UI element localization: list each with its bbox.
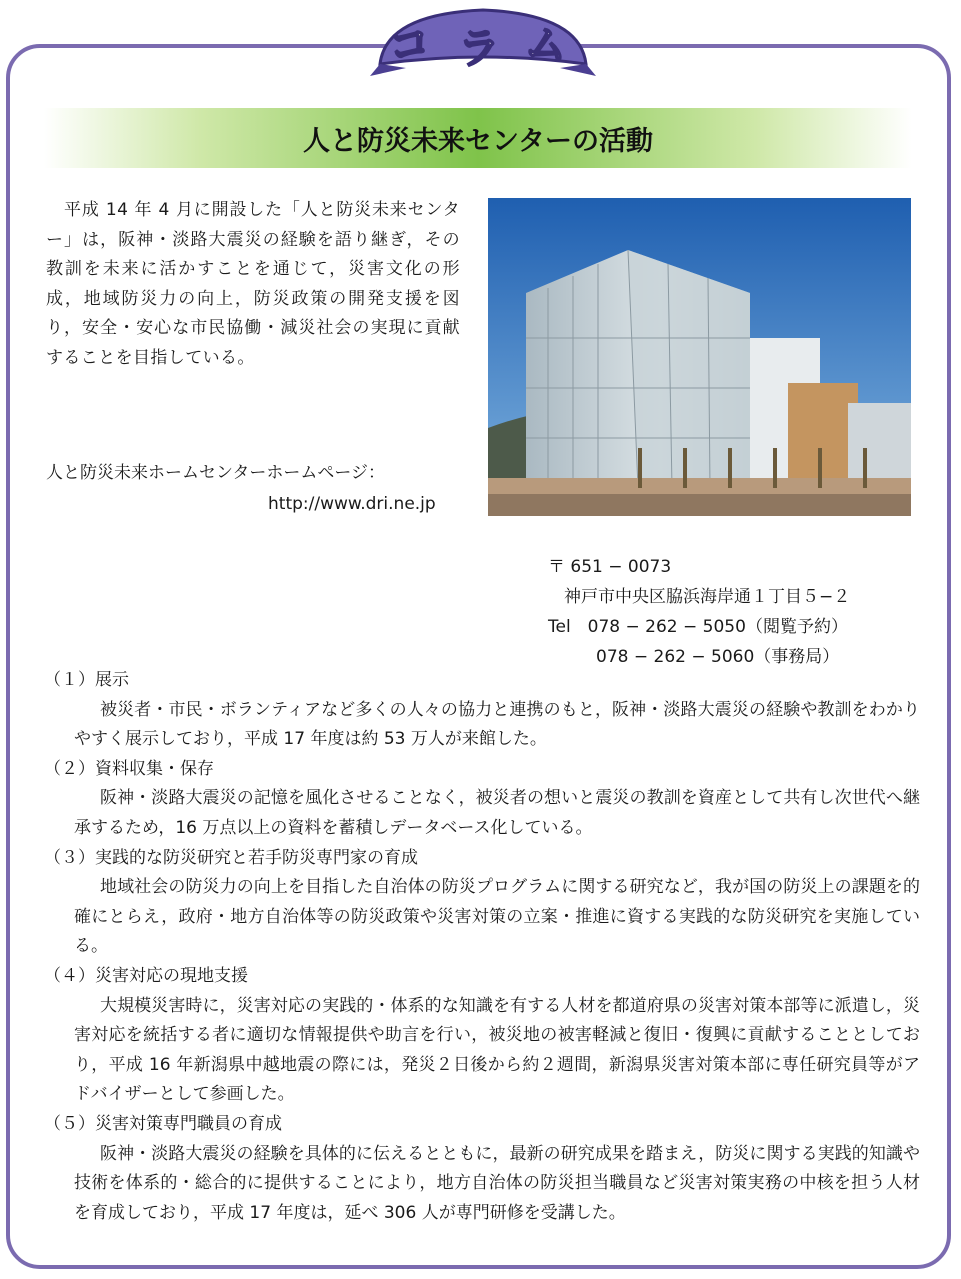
- phone-reservation: Tel 078 − 262 − 5050（閲覧予約）: [548, 617, 848, 637]
- page-title: 人と防災未来センターの活動: [303, 125, 653, 157]
- section-body: 阪神・淡路大震災の記憶を風化させることなく，被災者の想いと震災の教訓を資産として共有し次世代へ継承するため，16 万点以上の資料を蓄積しデータベース化している。: [74, 788, 920, 838]
- section-body: 地域社会の防災力の向上を目指した自治体の防災プログラムに関する研究など，我が国の防災上の課題を的確にとらえ，政府・地方自治体等の防災政策や災害対策の立案・推進に資する実践的な防災研究を実施している。: [74, 877, 920, 957]
- section-heading: （５）災害対策専門職員の育成: [44, 1113, 282, 1134]
- section-heading: （３）実践的な防災研究と若手防災専門家の育成: [44, 847, 418, 868]
- section-heading: （４）災害対応の現地支援: [44, 965, 248, 986]
- postal-code: 〒 651 − 0073: [548, 557, 672, 577]
- banner-char: コ: [385, 17, 434, 72]
- column-banner: [366, 6, 600, 78]
- street-address: 神戸市中央区脇浜海岸通１丁目５−２: [564, 587, 851, 607]
- section-heading: （２）資料収集・保存: [44, 758, 214, 779]
- section-body: 阪神・淡路大震災の経験を具体的に伝えるとともに，最新の研究成果を踏まえ，防災に関する実践的知識や技術を体系的・総合的に提供することにより，地方自治体の防災担当職員など災害対策実務の中核を担う人材を育成しており，平成 17 年度は，延べ 306 人が専門研修を受講した。: [74, 1143, 920, 1223]
- section-heading: （１）展示: [44, 670, 129, 690]
- section-body: 大規模災害時に，災害対応の実践的・体系的な知識を有する人材を都道府県の災害対策本部等に派遣し，災害対応を統括する者に適切な情報提供や助言を行い，被災地の被害軽減と復旧・復興に貢献することとしており，平成 16 年新潟県中越地震の際には，発災２日後から約２週間，新潟県災害対策本部に専任研究員等がアドバイザーとして参画した。: [74, 995, 920, 1105]
- title-bar: [44, 108, 912, 168]
- section-body: 被災者・市民・ボランティアなど多くの人々の協力と連携のもと，阪神・淡路大震災の経験や教訓をわかりやすく展示しており，平成 17 年度は約 53 万人が来館した。: [74, 699, 920, 750]
- address-block: [548, 552, 850, 672]
- banner-char: ム: [522, 17, 571, 72]
- homepage-label: 人と防災未来ホームセンターホームページ：: [46, 463, 385, 483]
- homepage-url: http://www.dri.ne.jp: [268, 494, 436, 514]
- intro-paragraph: 平成 14 年 4 月に開設した「人と防災未来センター」は，阪神・淡路大震災の経験を語り継ぎ，その教訓を未来に活かすことを通じて，災害文化の形成，地域防災力の向上，防災政策の開発支援を図り，安全・安心な市民協働・減災社会の実現に貢献することを目指している。: [46, 200, 460, 368]
- building-photo: [488, 198, 911, 516]
- phone-office: 078 − 262 − 5060（事務局）: [596, 647, 840, 667]
- banner-char: ラ: [458, 24, 501, 73]
- activity-sections: [44, 666, 920, 1228]
